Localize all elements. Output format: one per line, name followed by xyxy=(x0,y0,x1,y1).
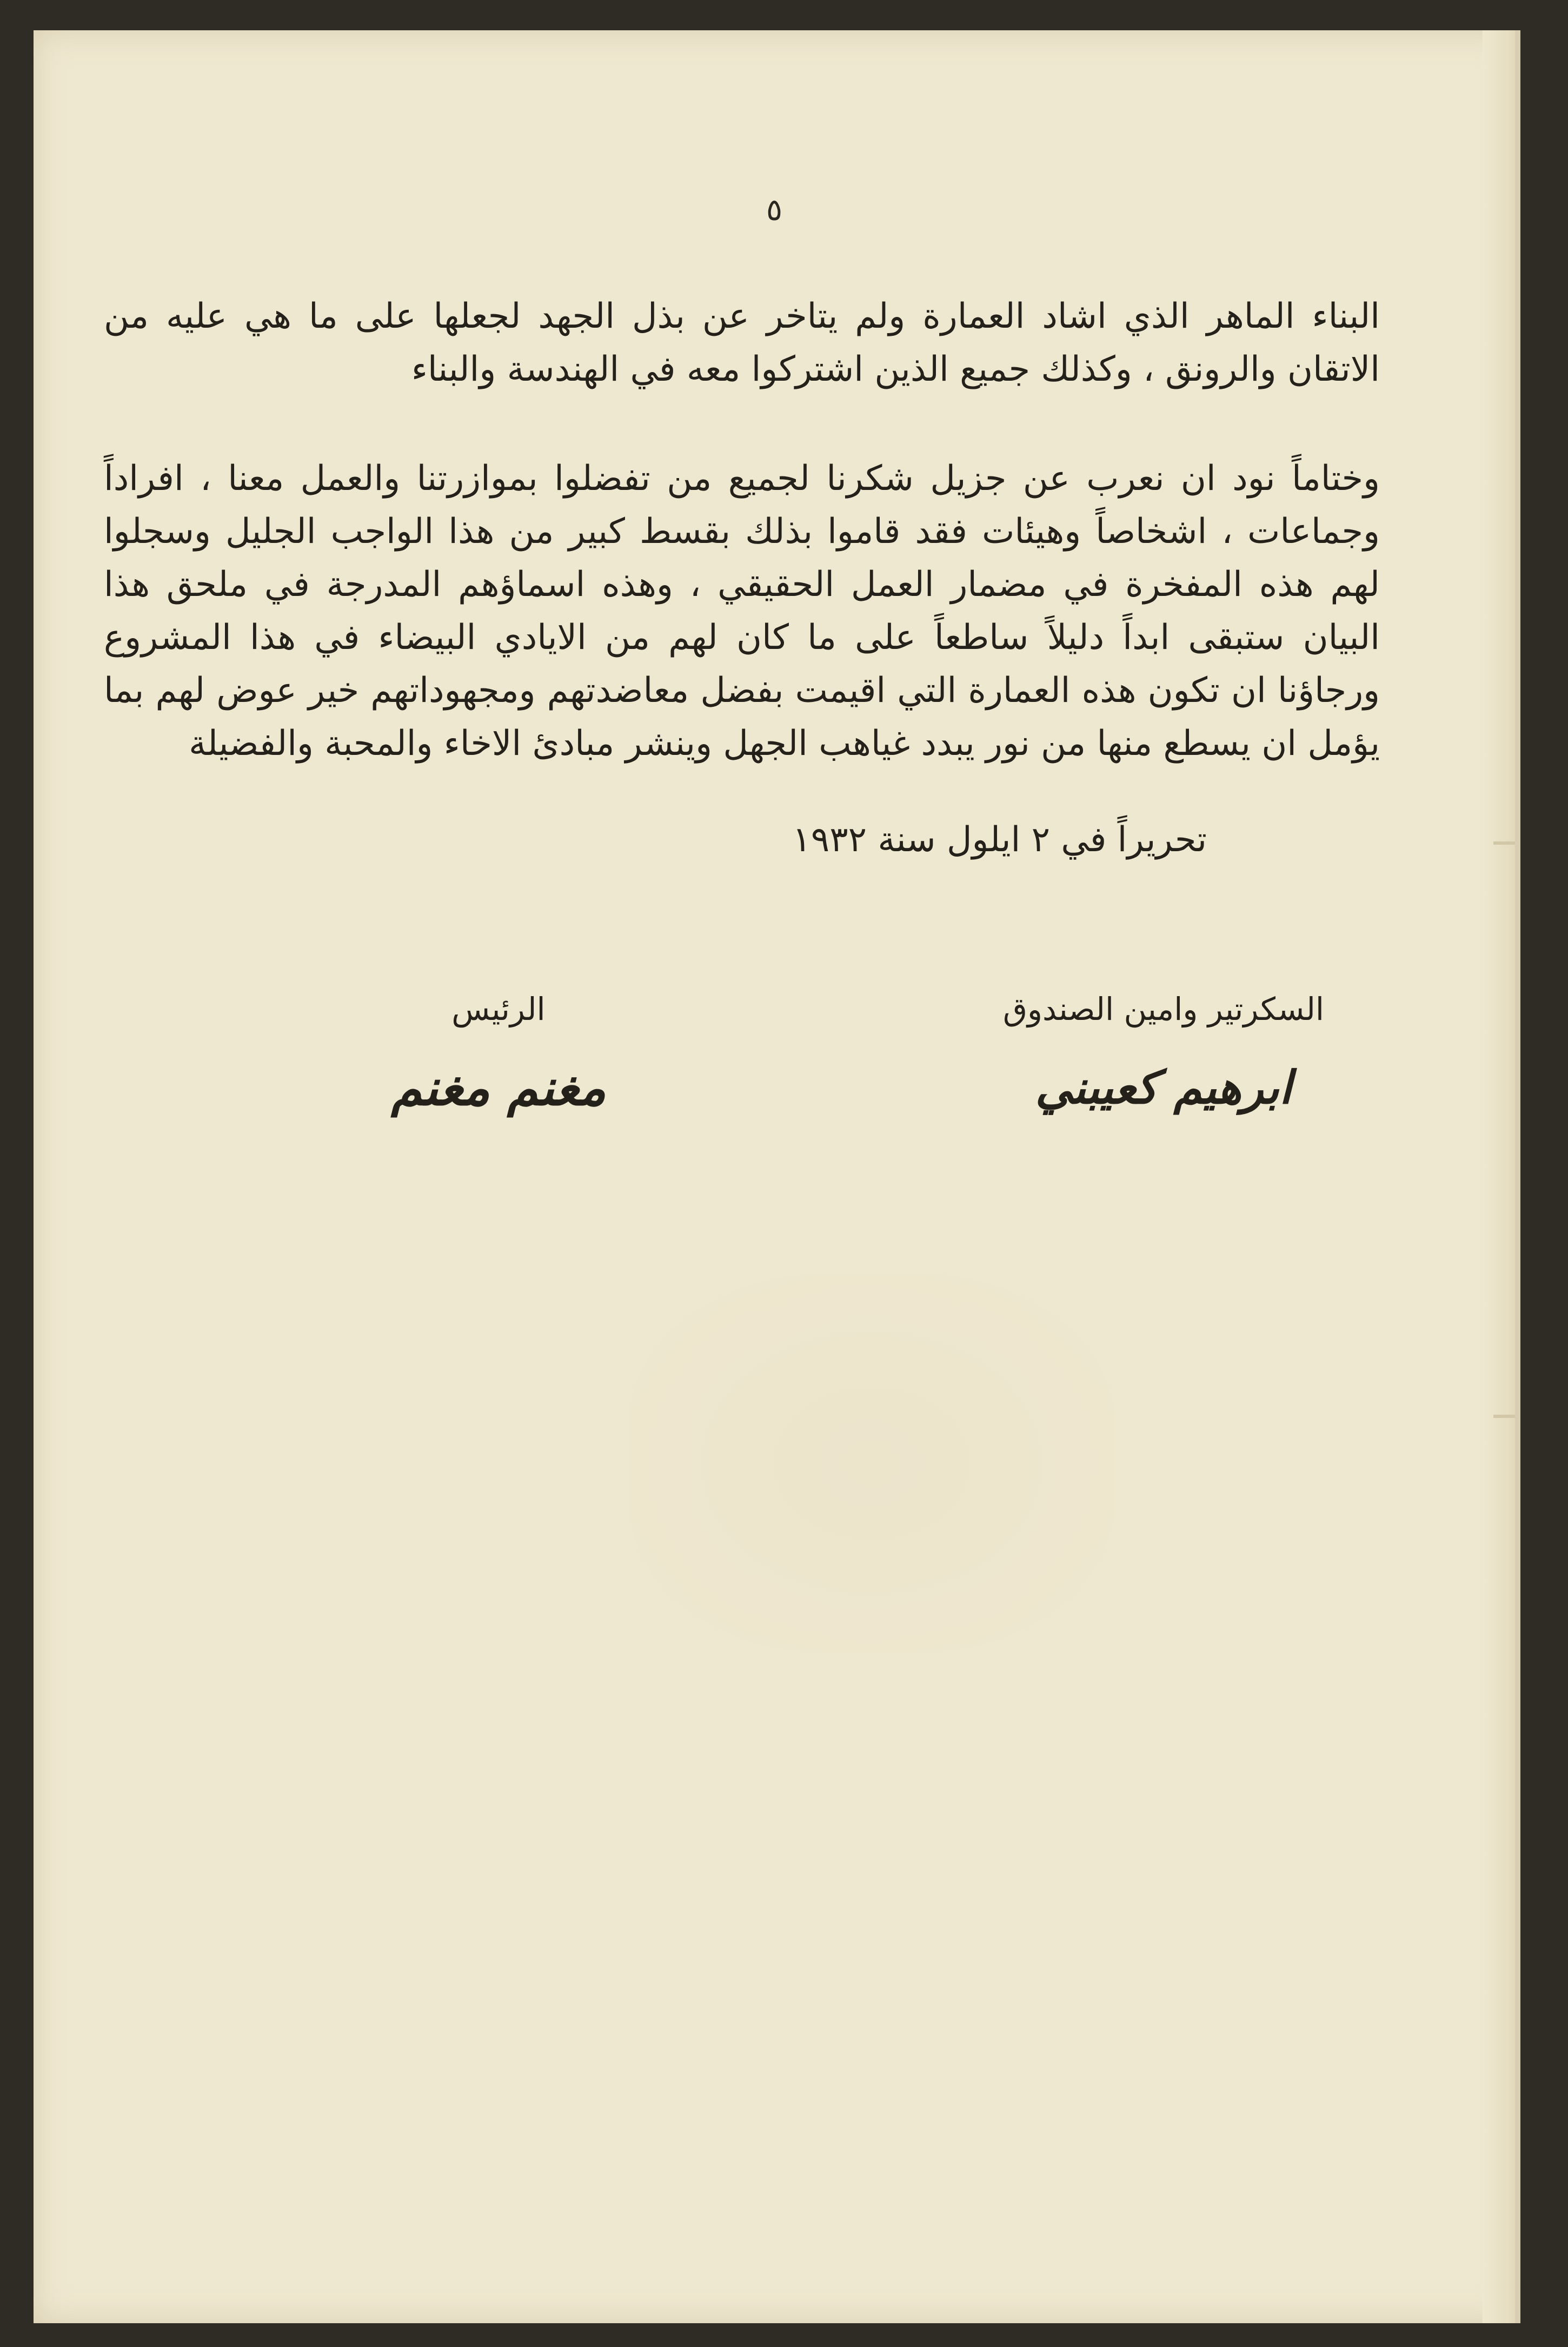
fold-mark xyxy=(1493,841,1515,845)
president-signature-block xyxy=(358,987,639,1117)
paper-watermark xyxy=(628,1274,1115,1653)
president-title: الرئيس xyxy=(451,991,546,1027)
paper-edge-shadow xyxy=(1483,30,1515,2323)
paragraph-thanks: وختاماً نود ان نعرب عن جزيل شكرنا لجميع من تفضلوا بموازرتنا والعمل معنا ، افراداً وجماعات ، اشخاصاً وهيئات فقد قاموا بذلك بقسط كبير من هذا الواجب الجليل وسجلوا لهم هذه المفخرة في مضمار العمل الحقيقي ، وهذه اسماؤهم المدرجة في ملحق هذا البيان ستبقى ابداً دليلاً ساطعاً على ما كان لهم من الايادي البيضاء في هذا المشروع ورجاؤنا ان تكون هذه العمارة التي اقيمت بفضل معاضدتهم ومجهوداتهم خير عوض لهم بما يؤمل ان يسطع منها من نور يبدد غياهب الجهل وينشر مبادئ الاخاء والمحبة والفضيلة xyxy=(104,459,1380,764)
secretary-signature-block xyxy=(974,987,1353,1117)
president-signature: مغنم مغنم xyxy=(391,1058,606,1117)
fold-mark xyxy=(1493,1415,1515,1418)
paragraph-closing-builder: البناء الماهر الذي اشاد العمارة ولم يتاخر عن بذل الجهد لجعلها على ما هي عليه من الاتقان والرونق ، وكذلك جميع الذين اشتركوا معه في الهندسة والبناء xyxy=(104,296,1380,389)
document-page xyxy=(34,30,1520,2323)
secretary-signature: ابرهيم كعيبني xyxy=(1035,1060,1292,1114)
page-number: ٥ xyxy=(766,193,783,228)
date-line: تحريراً في ٢ ايلول سنة ١٩٣٢ xyxy=(792,820,1207,860)
secretary-title: السكرتير وامين الصندوق xyxy=(1003,991,1324,1027)
